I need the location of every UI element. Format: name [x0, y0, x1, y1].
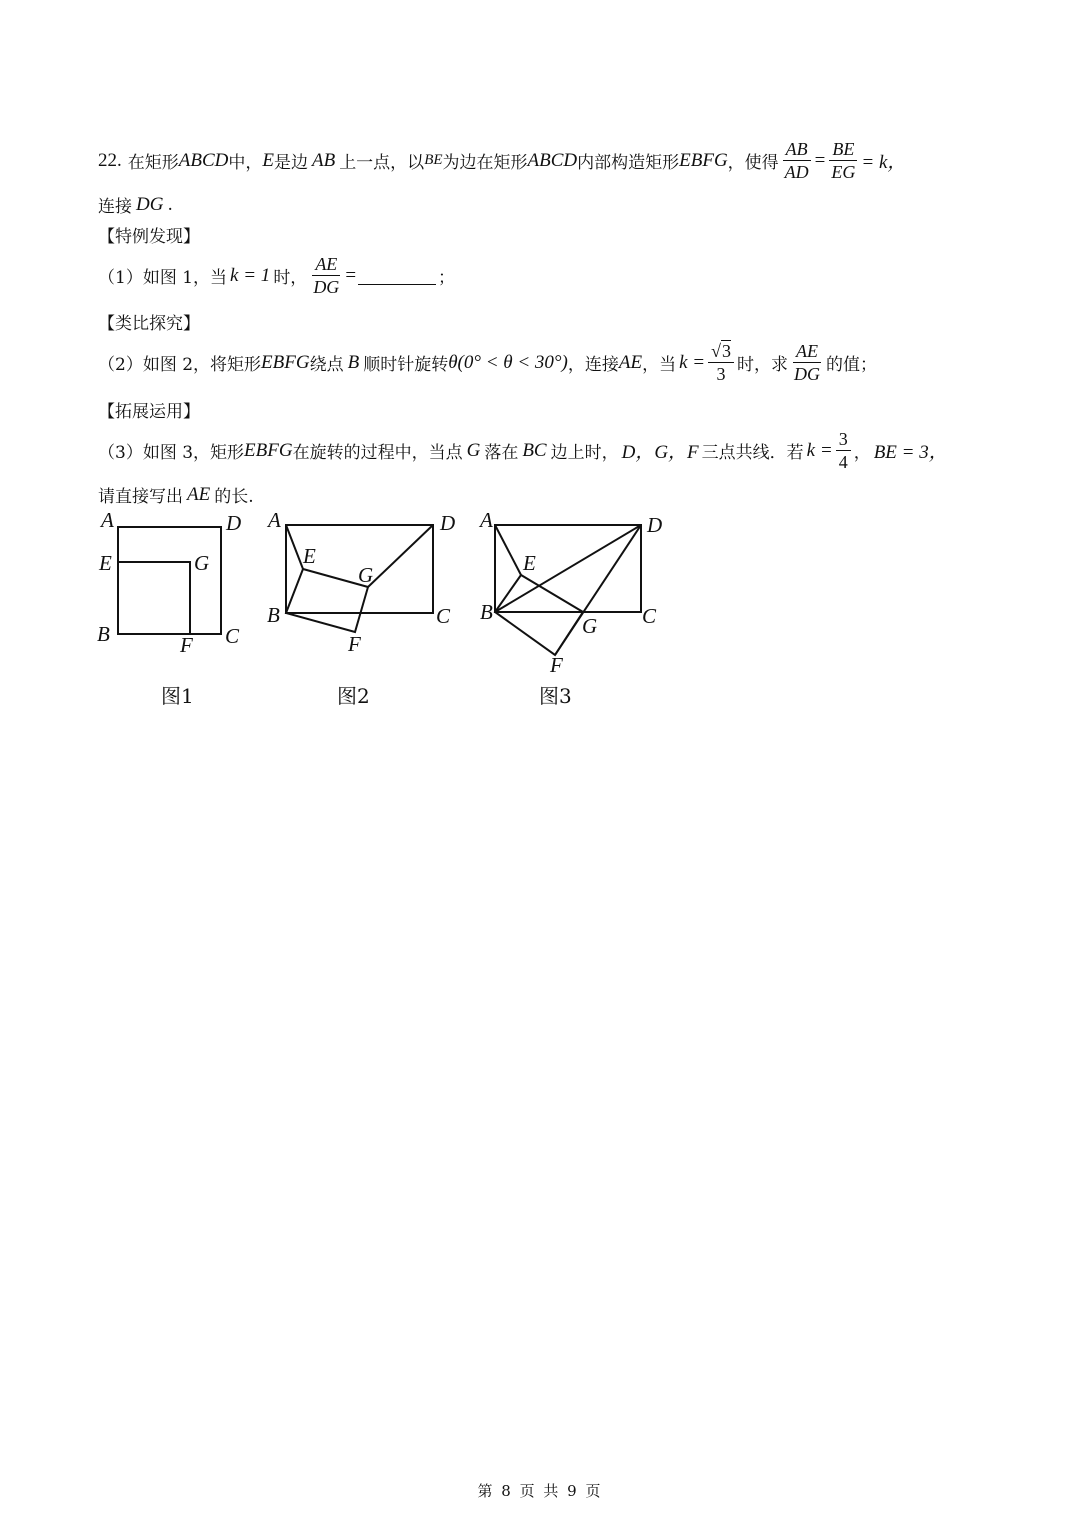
text-run: 中，: [228, 153, 263, 173]
fraction-ab-ad: [782, 138, 812, 183]
label-a: A: [480, 508, 493, 532]
label-e: E: [99, 551, 112, 575]
rect-abcd: [118, 527, 221, 634]
frac-num: 3: [836, 428, 851, 451]
math-rect: ABCD: [527, 149, 578, 171]
problem-line-1: [98, 138, 906, 183]
frac-den: DG: [313, 277, 340, 297]
answer-blank[interactable]: [358, 266, 436, 285]
math-seg: AE: [187, 483, 211, 505]
math-cond: k = 1: [230, 264, 271, 286]
math-rect: ABCD: [178, 149, 229, 171]
segment-df: [555, 525, 641, 655]
frac-num: BE: [829, 138, 857, 161]
label-e: E: [303, 544, 316, 568]
text-run: 为边在矩形: [442, 153, 528, 173]
math-side: BC: [522, 439, 547, 461]
label-g: G: [358, 563, 374, 587]
frac-den: DG: [794, 364, 820, 384]
segment-ae: [286, 525, 303, 569]
math-rect: EBFG: [244, 439, 293, 461]
label-c: C: [642, 604, 657, 628]
fraction-3-4: [836, 428, 851, 473]
frac-num: √3: [708, 340, 734, 363]
label-d: D: [440, 511, 456, 535]
math-point: E: [262, 149, 274, 171]
fraction-ae-dg: [791, 340, 823, 385]
text-run: 内部构造矩形: [577, 153, 680, 173]
segment-ae: [495, 525, 521, 575]
math-point: B: [347, 351, 360, 373]
text-run: ；: [438, 268, 456, 288]
text-run: 的长.: [214, 487, 254, 507]
frac-den: AD: [784, 162, 809, 182]
label-f: F: [180, 633, 193, 657]
figure-3-caption: 图3: [539, 684, 572, 708]
label-b: B: [480, 600, 493, 624]
figure-2-caption: 图2: [337, 684, 370, 708]
figure-1-caption: 图1: [161, 684, 194, 708]
text-run: 在矩形: [127, 153, 179, 173]
text-run: ，: [853, 443, 871, 463]
label-f: F: [348, 632, 361, 656]
problem-number: 22.: [98, 149, 122, 171]
frac-den: EG: [831, 162, 856, 182]
part-2: [98, 340, 877, 385]
text-run: ，使得: [727, 153, 779, 173]
segment-dg: [368, 525, 433, 587]
rect-ebfg: [118, 562, 190, 634]
equals-k: = k，: [861, 152, 907, 173]
text-run: 顺时针旋转: [363, 355, 449, 375]
label-a: A: [268, 508, 281, 532]
label-a: A: [101, 508, 114, 532]
math-rect: EBFG: [679, 149, 728, 171]
label-g: G: [194, 551, 210, 575]
frac-den: 3: [716, 364, 726, 384]
equals: =: [345, 264, 357, 286]
label-b: B: [267, 603, 280, 627]
label-b: B: [97, 622, 110, 646]
text-run: 是边: [273, 153, 308, 173]
math-points: D，G，F: [621, 442, 699, 463]
math-point: G: [466, 439, 481, 461]
text-run: 的值；: [826, 355, 877, 375]
section-heading-3: 【拓展运用】: [98, 402, 200, 422]
figures-svg: [0, 505, 1080, 705]
math-k: k =: [806, 439, 833, 461]
text-run: .: [167, 194, 173, 215]
math-side: AB: [311, 149, 336, 171]
section-heading-1: 【特例发现】: [98, 227, 200, 247]
fraction-ae-dg: [310, 253, 342, 298]
math-angle: θ(0° < θ < 30°): [448, 351, 568, 373]
text-run: ，连接: [567, 355, 619, 375]
part-3: [98, 428, 948, 473]
text-run: 落在: [484, 443, 519, 463]
fraction-sqrt3-3: [708, 340, 734, 385]
text-run: 连接: [98, 197, 132, 217]
text-run: 上一点，以: [339, 153, 425, 173]
part-1: [98, 253, 455, 298]
text-run: （3）如图 3，矩形: [98, 443, 245, 463]
text-run: （1）如图 1，当: [98, 268, 228, 288]
text-run: （2）如图 2，将矩形: [98, 355, 262, 375]
figure-1: [118, 527, 221, 634]
rect-ebfg: [495, 575, 583, 655]
label-c: C: [436, 604, 451, 628]
fraction-be-eg: [828, 138, 858, 183]
text-run: 时，: [273, 268, 308, 288]
text-run: 绕点: [309, 355, 344, 375]
text-run: 在旋转的过程中，当点: [292, 443, 463, 463]
equals: =: [814, 149, 826, 171]
math-seg: DG: [136, 193, 164, 215]
frac-num: AE: [793, 340, 821, 363]
text-run: ，当: [642, 355, 677, 375]
figure-3: [495, 525, 641, 655]
label-d: D: [226, 511, 242, 535]
frac-den: 4: [838, 452, 848, 472]
page-footer: 第 8 页 共 9 页: [477, 1482, 603, 1500]
text-run: 时，求: [737, 355, 788, 375]
math-seg: AE: [618, 351, 643, 373]
math-rect: EBFG: [261, 351, 310, 373]
text-run: 请直接写出: [98, 487, 183, 507]
math-be: BE = 3，: [873, 442, 948, 463]
label-d: D: [647, 513, 663, 537]
label-f: F: [550, 653, 563, 677]
frac-num: AE: [312, 253, 340, 276]
math-k: k =: [679, 351, 706, 373]
label-g: G: [582, 614, 598, 638]
rect-ebfg: [286, 569, 368, 632]
part-3-line-2: [98, 482, 254, 507]
sqrt-radicand: 3: [722, 341, 731, 361]
frac-num: AB: [783, 138, 811, 161]
math-side: BE: [424, 152, 443, 168]
label-e: E: [523, 551, 536, 575]
problem-line-2: [98, 192, 173, 217]
section-heading-2: 【类比探究】: [98, 314, 200, 334]
label-c: C: [225, 624, 240, 648]
text-run: 边上时，: [550, 443, 619, 463]
text-run: 三点共线．若: [701, 443, 804, 463]
